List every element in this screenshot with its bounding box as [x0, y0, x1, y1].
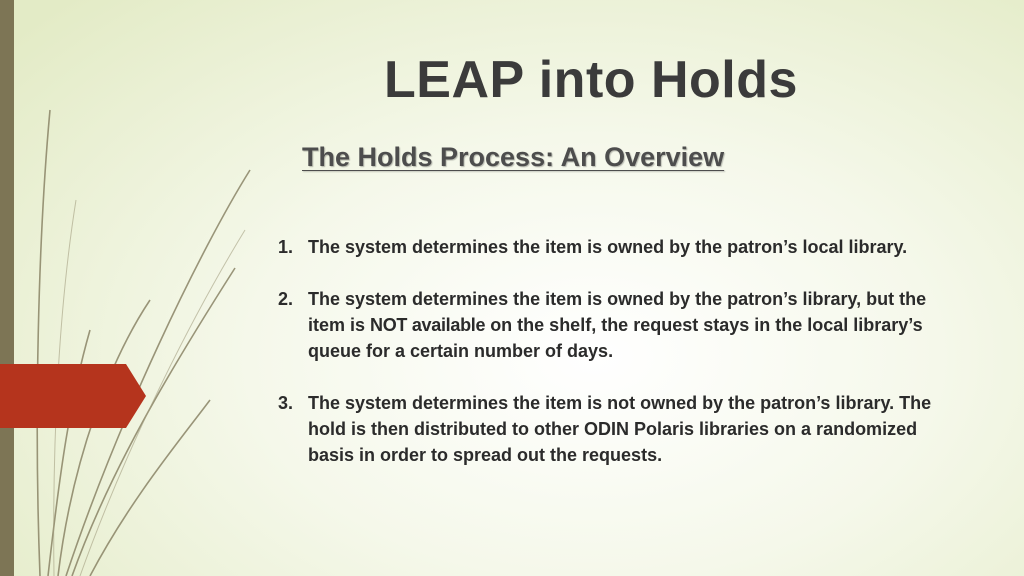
- list-item: [278, 234, 958, 260]
- list-item-text: The system determines the item is not owned by the patron’s library. The hold is then distributed to other ODIN Polaris libraries on a randomized basis in order to spread out the requests.: [308, 393, 932, 465]
- slide-subtitle: The Holds Process: An Overview: [302, 142, 725, 172]
- process-steps-list: [278, 234, 958, 494]
- decorative-lines: [0, 0, 260, 576]
- slide-title: LEAP into Holds: [384, 51, 798, 109]
- list-item-text-part: on the shelf, the request stays in the local library’s queue for a certain number of days.: [308, 315, 923, 361]
- list-item-text: [308, 286, 958, 364]
- list-item-number: 2.: [278, 289, 294, 309]
- list-item-number: 1.: [278, 237, 294, 257]
- list-item-text-part: The system determines the item is owned by the patron’s library, but the item is: [308, 289, 927, 335]
- list-item-text: The system determines the item is owned by the patron’s local library.: [308, 237, 908, 257]
- list-item-number: 3.: [278, 393, 294, 413]
- list-item: [278, 286, 958, 364]
- emphasis-text: NOT available: [370, 315, 486, 335]
- list-item: [278, 390, 958, 468]
- red-accent-tab: [0, 364, 150, 428]
